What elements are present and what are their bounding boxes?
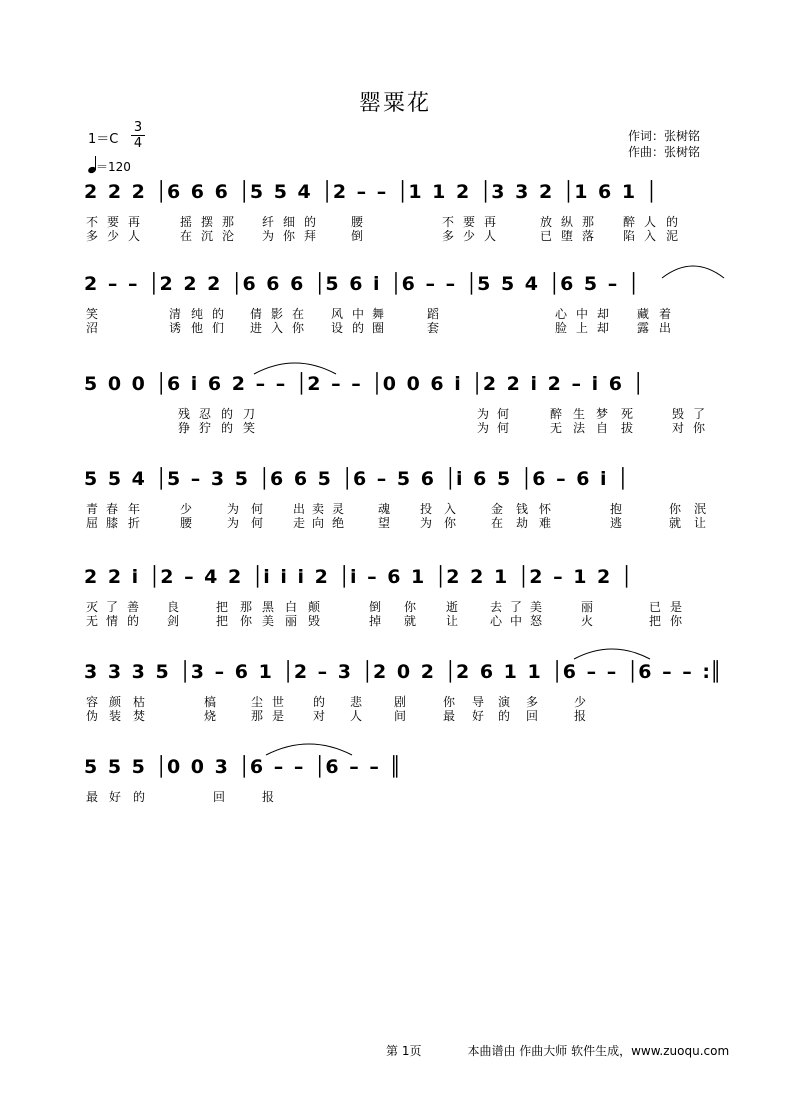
lyric-syllable: 把	[649, 614, 662, 628]
lyric-syllable: 不	[86, 215, 99, 229]
lyric-syllable: 人	[350, 709, 363, 723]
lyric-syllable: 回	[526, 709, 539, 723]
lyric-syllable: 掉	[369, 614, 382, 628]
lyric-syllable: 好	[472, 709, 485, 723]
lyric-syllable: 人	[644, 215, 657, 229]
notation-line: 5 0 0 │6 i 6 2 – – │2 – – │0 0 6 i │2 2 i 2 – i 6 │	[84, 373, 644, 395]
lyric-syllable: 笑	[86, 307, 99, 321]
lyric-syllable: 你	[292, 321, 305, 335]
lyric-syllable: 那	[240, 600, 253, 614]
lyric-syllable: 少	[180, 502, 193, 516]
lyric-syllable: 不	[442, 215, 455, 229]
notation-line: 2 2 i │2 – 4 2 │i i i 2 │i – 6 1 │2 2 1 │2 – 1 2 │	[84, 566, 633, 588]
lyric-syllable: 春	[106, 502, 119, 516]
lyric-syllable: 你	[443, 695, 456, 709]
lyric-syllable: 是	[670, 600, 683, 614]
credits	[628, 128, 700, 160]
lyric-syllable: 在	[491, 516, 504, 530]
score-system	[0, 272, 790, 344]
lyric-syllable: 清	[169, 307, 182, 321]
lyric-syllable: 沼	[86, 321, 99, 335]
time-signature-top: 3	[133, 120, 143, 135]
lyric-syllable: 着	[659, 307, 672, 321]
lyric-syllable: 再	[128, 215, 141, 229]
lyric-syllable: 丽	[581, 600, 594, 614]
lyric-syllable: 中	[576, 307, 589, 321]
lyric-syllable: 丽	[285, 614, 298, 628]
lyric-syllable: 舞	[372, 307, 385, 321]
lyric-syllable: 倩	[250, 307, 263, 321]
lyric-syllable: 沦	[222, 229, 235, 243]
lyric-syllable: 让	[446, 614, 459, 628]
lyric-syllable: 圈	[372, 321, 385, 335]
lyric-syllable: 心	[555, 307, 568, 321]
lyric-syllable: 的	[666, 215, 679, 229]
lyric-syllable: 忍	[199, 407, 212, 421]
lyric-syllable: 为	[477, 407, 490, 421]
lyric-syllable: 报	[262, 790, 275, 804]
lyric-syllable: 纵	[561, 215, 574, 229]
lyric-line-2	[0, 516, 790, 530]
score-system	[0, 565, 790, 637]
lyric-syllable: 向	[312, 516, 325, 530]
lyric-syllable: 法	[573, 421, 586, 435]
lyric-syllable: 套	[427, 321, 440, 335]
lyric-syllable: 少	[463, 229, 476, 243]
lyric-syllable: 抱	[610, 502, 623, 516]
lyric-syllable: 进	[250, 321, 263, 335]
lyric-syllable: 上	[576, 321, 589, 335]
lyric-syllable: 在	[180, 229, 193, 243]
lyric-syllable: 把	[216, 614, 229, 628]
lyric-syllable: 再	[484, 215, 497, 229]
lyric-syllable: 你	[283, 229, 296, 243]
lyric-syllable: 中	[352, 307, 365, 321]
generator-note: 本曲谱由 作曲大师 软件生成，www.zuoqu.com	[467, 1044, 730, 1058]
lyric-syllable: 的	[352, 321, 365, 335]
lyric-syllable: 出	[293, 502, 306, 516]
lyric-syllable: 入	[444, 502, 457, 516]
lyric-syllable: 无	[86, 614, 99, 628]
lyric-line-2	[0, 229, 790, 243]
tempo-marking: ＝120	[88, 156, 131, 175]
lyric-syllable: 钱	[516, 502, 529, 516]
lyric-syllable: 的	[221, 407, 234, 421]
composer: 作曲：张树铭	[628, 145, 701, 159]
lyric-syllable: 的	[127, 614, 140, 628]
lyric-syllable: 世	[272, 695, 285, 709]
lyric-syllable: 颜	[109, 695, 122, 709]
lyric-syllable: 的	[304, 215, 317, 229]
lyric-syllable: 美	[530, 600, 543, 614]
lyric-syllable: 你	[669, 502, 682, 516]
lyric-syllable: 美	[262, 614, 275, 628]
lyric-syllable: 要	[463, 215, 476, 229]
lyric-syllable: 自	[596, 421, 609, 435]
lyric-syllable: 无	[550, 421, 563, 435]
lyric-line-1	[0, 407, 790, 421]
lyric-syllable: 善	[127, 600, 140, 614]
slur-arc	[264, 737, 354, 757]
lyric-syllable: 心	[490, 614, 503, 628]
lyric-line-1	[0, 307, 790, 321]
lyric-syllable: 是	[272, 709, 285, 723]
notation-line: 5 5 4 │5 – 3 5 │6 6 5 │6 – 5 6 │i 6 5 │6 – 6 i │	[84, 468, 629, 490]
lyric-syllable: 怒	[530, 614, 543, 628]
lyric-syllable: 蹈	[427, 307, 440, 321]
lyric-syllable: 白	[285, 600, 298, 614]
lyric-syllable: 拜	[304, 229, 317, 243]
lyric-syllable: 生	[573, 407, 586, 421]
lyric-syllable: 何	[251, 502, 264, 516]
lyric-syllable: 把	[216, 600, 229, 614]
lyric-syllable: 剧	[394, 695, 407, 709]
score-system	[0, 180, 790, 252]
lyric-syllable: 火	[581, 614, 594, 628]
lyric-syllable: 出	[659, 321, 672, 335]
lyric-syllable: 就	[669, 516, 682, 530]
lyric-line-1	[0, 600, 790, 614]
lyricist: 作词：张树铭	[628, 129, 701, 143]
lyric-syllable: 青	[86, 502, 99, 516]
notation-line: 2 2 2 │6 6 6 │5 5 4 │2 – – │1 1 2 │3 3 2 │1 6 1 │	[84, 181, 658, 203]
lyric-syllable: 屈	[86, 516, 99, 530]
lyric-syllable: 对	[672, 421, 685, 435]
lyric-line-1	[0, 215, 790, 229]
time-signature-bottom: 4	[131, 135, 145, 151]
lyric-syllable: 灭	[86, 600, 99, 614]
lyric-syllable: 颠	[308, 600, 321, 614]
score-system	[0, 372, 790, 444]
lyric-syllable: 演	[498, 695, 511, 709]
lyric-syllable: 为	[262, 229, 275, 243]
notation-line: 2 – – │2 2 2 │6 6 6 │5 6 i │6 – – │5 5 4 │6 5 – │	[84, 273, 640, 295]
lyric-syllable: 露	[637, 321, 650, 335]
slur-arc	[572, 643, 652, 661]
page-number: 第 1页	[386, 1044, 422, 1058]
lyric-syllable: 摆	[201, 215, 214, 229]
lyric-syllable: 入	[271, 321, 284, 335]
lyric-syllable: 的	[133, 790, 146, 804]
lyric-syllable: 走	[293, 516, 306, 530]
lyric-syllable: 了	[693, 407, 706, 421]
lyric-syllable: 你	[404, 600, 417, 614]
lyric-syllable: 就	[404, 614, 417, 628]
lyric-syllable: 情	[106, 614, 119, 628]
lyric-syllable: 烧	[204, 709, 217, 723]
lyric-syllable: 你	[444, 516, 457, 530]
lyric-syllable: 让	[694, 516, 707, 530]
song-title: 罂粟花	[358, 91, 431, 116]
lyric-syllable: 纯	[191, 307, 204, 321]
notation-line: 3 3 3 5 │3 – 6 1 │2 – 3 │2 0 2 │2 6 1 1 │6 – – │6 – – :║	[84, 661, 722, 683]
footer	[386, 1042, 729, 1059]
lyric-syllable: 的	[212, 307, 225, 321]
lyric-syllable: 绝	[332, 516, 345, 530]
lyric-syllable: 你	[670, 614, 683, 628]
lyric-syllable: 堕	[561, 229, 574, 243]
lyric-syllable: 伪	[86, 709, 99, 723]
lyric-syllable: 腰	[351, 215, 364, 229]
lyric-syllable: 劫	[516, 516, 529, 530]
lyric-syllable: 沉	[201, 229, 214, 243]
lyric-syllable: 刀	[243, 407, 256, 421]
lyric-syllable: 泥	[666, 229, 679, 243]
lyric-syllable: 你	[240, 614, 253, 628]
lyric-syllable: 了	[510, 600, 523, 614]
score-system	[0, 755, 790, 827]
lyric-syllable: 枯	[133, 695, 146, 709]
lyric-syllable: 了	[106, 600, 119, 614]
lyric-line-2	[0, 321, 790, 335]
score-system	[0, 467, 790, 539]
lyric-syllable: 悲	[350, 695, 363, 709]
lyric-syllable: 却	[597, 307, 610, 321]
lyric-syllable: 泯	[694, 502, 707, 516]
lyric-syllable: 醉	[623, 215, 636, 229]
lyric-syllable: 人	[484, 229, 497, 243]
lyric-syllable: 良	[167, 600, 180, 614]
lyric-syllable: 为	[227, 502, 240, 516]
lyric-syllable: 间	[394, 709, 407, 723]
lyric-syllable: 魂	[378, 502, 391, 516]
lyric-syllable: 多	[442, 229, 455, 243]
lyric-syllable: 为	[477, 421, 490, 435]
lyric-syllable: 多	[526, 695, 539, 709]
lyric-syllable: 诱	[169, 321, 182, 335]
lyric-syllable: 狰	[178, 421, 191, 435]
lyric-line-1	[0, 695, 790, 709]
lyric-syllable: 风	[331, 307, 344, 321]
lyric-syllable: 拔	[621, 421, 634, 435]
lyric-syllable: 年	[128, 502, 141, 516]
lyric-syllable: 已	[540, 229, 553, 243]
lyric-syllable: 毁	[672, 407, 685, 421]
lyric-syllable: 何	[497, 421, 510, 435]
lyric-syllable: 放	[540, 215, 553, 229]
lyric-syllable: 已	[649, 600, 662, 614]
lyric-syllable: 狞	[199, 421, 212, 435]
lyric-syllable: 倒	[369, 600, 382, 614]
key-signature: 1＝C	[88, 132, 119, 147]
lyric-syllable: 焚	[133, 709, 146, 723]
lyric-syllable: 入	[644, 229, 657, 243]
lyric-syllable: 陷	[623, 229, 636, 243]
lyric-syllable: 剑	[167, 614, 180, 628]
lyric-syllable: 设	[331, 321, 344, 335]
lyric-syllable: 灵	[332, 502, 345, 516]
lyric-syllable: 最	[443, 709, 456, 723]
lyric-syllable: 何	[251, 516, 264, 530]
lyric-syllable: 去	[490, 600, 503, 614]
lyric-syllable: 何	[497, 407, 510, 421]
lyric-syllable: 笑	[243, 421, 256, 435]
lyric-syllable: 多	[86, 229, 99, 243]
lyric-line-2	[0, 421, 790, 435]
lyric-syllable: 容	[86, 695, 99, 709]
lyric-syllable: 槁	[204, 695, 217, 709]
lyric-syllable: 在	[292, 307, 305, 321]
lyric-syllable: 最	[86, 790, 99, 804]
lyric-syllable: 的	[313, 695, 326, 709]
lyric-syllable: 残	[178, 407, 191, 421]
lyric-syllable: 逝	[446, 600, 459, 614]
lyric-syllable: 脸	[555, 321, 568, 335]
lyric-syllable: 毁	[308, 614, 321, 628]
lyric-syllable: 藏	[637, 307, 650, 321]
lyric-syllable: 人	[128, 229, 141, 243]
lyric-syllable: 那	[222, 215, 235, 229]
lyric-line-2	[0, 614, 790, 628]
lyric-syllable: 金	[491, 502, 504, 516]
time-signature	[131, 120, 145, 151]
lyric-syllable: 黑	[262, 600, 275, 614]
lyric-syllable: 难	[539, 516, 552, 530]
lyric-syllable: 对	[313, 709, 326, 723]
lyric-syllable: 怀	[539, 502, 552, 516]
lyric-syllable: 纤	[262, 215, 275, 229]
lyric-syllable: 膝	[106, 516, 119, 530]
lyric-syllable: 要	[107, 215, 120, 229]
lyric-syllable: 那	[582, 215, 595, 229]
lyric-syllable: 腰	[180, 516, 193, 530]
lyric-syllable: 逃	[610, 516, 623, 530]
lyric-syllable: 们	[212, 321, 225, 335]
lyric-syllable: 醉	[550, 407, 563, 421]
lyric-syllable: 折	[128, 516, 141, 530]
lyric-syllable: 他	[191, 321, 204, 335]
lyric-syllable: 为	[420, 516, 433, 530]
lyric-syllable: 望	[378, 516, 391, 530]
lyric-syllable: 少	[574, 695, 587, 709]
lyric-syllable: 导	[472, 695, 485, 709]
lyric-syllable: 好	[109, 790, 122, 804]
lyric-syllable: 梦	[596, 407, 609, 421]
lyric-syllable: 卖	[312, 502, 325, 516]
lyric-syllable: 为	[227, 516, 240, 530]
lyric-line-2	[0, 709, 790, 723]
lyric-syllable: 倒	[351, 229, 364, 243]
lyric-syllable: 的	[221, 421, 234, 435]
lyric-syllable: 装	[109, 709, 122, 723]
lyric-syllable: 中	[510, 614, 523, 628]
score-system	[0, 660, 790, 732]
lyric-syllable: 尘	[251, 695, 264, 709]
lyric-syllable: 那	[251, 709, 264, 723]
lyric-line-1	[0, 502, 790, 516]
lyric-syllable: 回	[213, 790, 226, 804]
lyric-syllable: 摇	[180, 215, 193, 229]
lyric-syllable: 却	[597, 321, 610, 335]
lyric-syllable: 少	[107, 229, 120, 243]
notation-line: 5 5 5 │0 0 3 │6 – – │6 – – ║	[84, 756, 401, 778]
lyric-syllable: 投	[420, 502, 433, 516]
lyric-syllable: 细	[283, 215, 296, 229]
lyric-syllable: 报	[574, 709, 587, 723]
lyric-syllable: 你	[693, 421, 706, 435]
lyric-syllable: 死	[621, 407, 634, 421]
lyric-syllable: 落	[582, 229, 595, 243]
lyric-line-1	[0, 790, 790, 804]
lyric-syllable: 的	[498, 709, 511, 723]
lyric-syllable: 影	[271, 307, 284, 321]
